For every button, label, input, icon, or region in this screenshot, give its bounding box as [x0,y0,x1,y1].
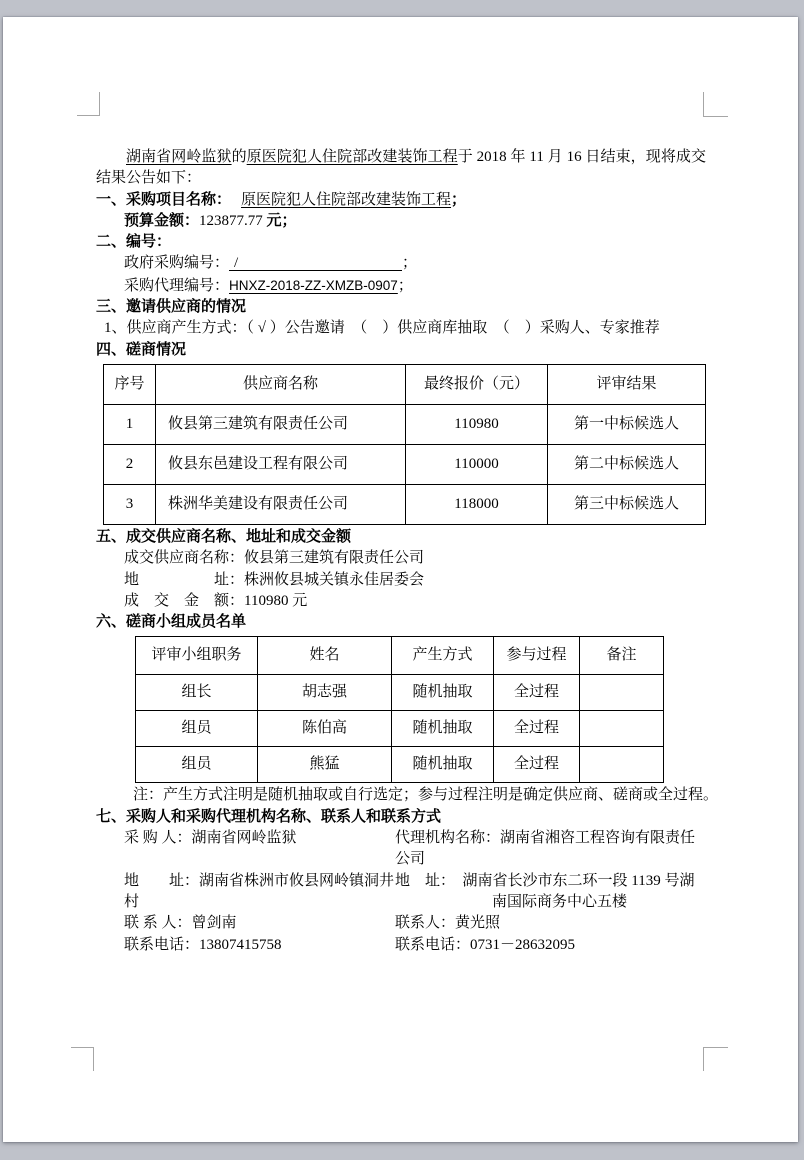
table-cell: 全过程 [494,675,580,711]
gov-number-label: 政府采购编号： [124,255,230,272]
section-2-heading: 二、编号： [96,234,172,251]
table-cell: 110980 [406,404,548,444]
table-header-cell: 供应商名称 [156,364,406,404]
gov-procurement-number-line: 政府采购编号： / ； [124,255,418,272]
table-cell: 2 [104,444,156,484]
section-6-heading: 六、磋商小组成员名单 [96,614,247,631]
table-header-cell: 最终报价（元） [406,364,548,404]
table-row [104,444,706,484]
table-cell: 110000 [406,444,548,484]
table-cell: 组员 [136,711,258,747]
table-cell: 攸县第三建筑有限责任公司 [156,404,406,444]
agency-number-value: HNXZ-2018-ZZ-XMZB-0907 [229,277,398,293]
table-cell: 1 [104,404,156,444]
negotiation-result-table [103,364,706,525]
section-5-heading: 五、成交供应商名称、地址和成交金额 [96,528,352,545]
section-1-heading: 一、采购项目名称： 原医院犯人住院部改建装饰工程； [96,191,467,208]
table-cell: 组员 [136,747,258,783]
winning-supplier-address-line: 地 址：株洲攸县城关镇永佳居委会 [124,571,425,588]
table-cell [580,675,664,711]
table-cell: 全过程 [494,711,580,747]
budget-value: 123877.77 [199,212,263,229]
intro-tail: 于 2018 年 11 月 16 日结束，现将成交结果公告如下： [96,149,706,187]
contact-info-block [124,828,706,956]
table-cell: 组长 [136,675,258,711]
document-page [3,17,798,1142]
table-cell: 陈伯高 [258,711,392,747]
table-cell: 3 [104,484,156,524]
table-row [136,711,664,747]
winning-supplier-line: 成交供应商名称：攸县第三建筑有限责任公司 [124,550,425,567]
table-cell: 118000 [406,484,548,524]
margin-crop-mark-top-left [77,92,100,116]
table-cell: 第二中标候选人 [548,444,706,484]
margin-crop-mark-bottom-left [71,1047,94,1071]
table-cell: 株洲华美建设有限责任公司 [156,484,406,524]
intro-paragraph: 湖南省网岭监狱的原医院犯人住院部改建装饰工程于 2018 年 11 月 16 日结束，现将成交结果公告如下： [96,149,706,187]
table-cell: 第一中标候选人 [548,404,706,444]
supplier-source-line: 1、供应商产生方式：（ √ ）公告邀请 （ ）供应商库抽取 （ ）采购人、专家推荐 [104,320,660,337]
table-cell: 熊猛 [258,747,392,783]
table-row [104,404,706,444]
contact-row [124,913,706,934]
table-note: 注：产生方式注明是随机抽取或自行选定；参与过程注明是确定供应商、磋商或全过程。 [133,787,719,804]
table-cell: 随机抽取 [392,675,494,711]
buyer-contact-line: 联 系 人：曾剑南 [124,915,237,932]
table-header-cell: 序号 [104,364,156,404]
gov-number-blank: / [229,253,402,271]
budget-label: 预算金额： [124,212,200,229]
table-header-cell: 评审小组职务 [136,637,258,675]
buyer-phone-line: 联系电话：13807415758 [124,936,282,953]
section-7-heading: 七、采购人和采购代理机构名称、联系人和联系方式 [96,808,442,825]
table-header-row [104,364,706,404]
section-4-heading: 四、磋商情况 [96,341,187,358]
budget-line: 预算金额：123877.77 元； [124,212,297,229]
table-cell: 全过程 [494,747,580,783]
table-cell: 胡志强 [258,675,392,711]
table-header-cell: 评审结果 [548,364,706,404]
section-3-heading: 三、邀请供应商的情况 [96,299,247,316]
table-header-cell: 姓名 [258,637,392,675]
contact-row [124,871,706,914]
table-cell: 第三中标候选人 [548,484,706,524]
table-header-cell: 参与过程 [494,637,580,675]
contact-row [124,935,706,956]
agency-number-line: 采购代理编号：HNXZ-2018-ZZ-XMZB-0907； [124,277,413,294]
table-header-row [136,637,664,675]
table-cell [580,747,664,783]
project-name-value: 原医院犯人住院部改建装饰工程 [241,191,452,208]
agency-number-label: 采购代理编号： [124,277,230,294]
margin-crop-mark-bottom-right [703,1047,728,1071]
table-cell: 随机抽取 [392,711,494,747]
table-cell: 随机抽取 [392,747,494,783]
agency-phone-line: 联系电话：0731－28632095 [395,936,576,953]
table-header-cell: 备注 [580,637,664,675]
agency-contact-line: 联系人：黄光照 [395,915,501,932]
table-row [136,747,664,783]
table-cell [580,711,664,747]
agency-address-line: 地 址： 湖南省长沙市东二环一段 1139 号湖南国际商务中心五楼 [395,872,695,910]
buyer-name-underlined: 湖南省网岭监狱 [126,149,232,165]
buyer-address-line: 地 址：湖南省株洲市攸县网岭镇洞井村 [124,872,395,910]
table-header-cell: 产生方式 [392,637,494,675]
buyer-name-line: 采 购 人：湖南省网岭监狱 [124,830,297,847]
document-body [96,147,719,956]
table-row [104,484,706,524]
contact-row [124,828,706,871]
table-cell: 攸县东邑建设工程有限公司 [156,444,406,484]
project-name-underlined: 原医院犯人住院部改建装饰工程 [246,149,458,165]
table-row [136,675,664,711]
margin-crop-mark-top-right [703,92,728,117]
agency-name-line: 代理机构名称：湖南省湘咨工程咨询有限责任公司 [395,830,696,868]
panel-member-table [135,636,664,783]
deal-amount-line: 成 交 金 额：110980 元 [124,592,308,609]
